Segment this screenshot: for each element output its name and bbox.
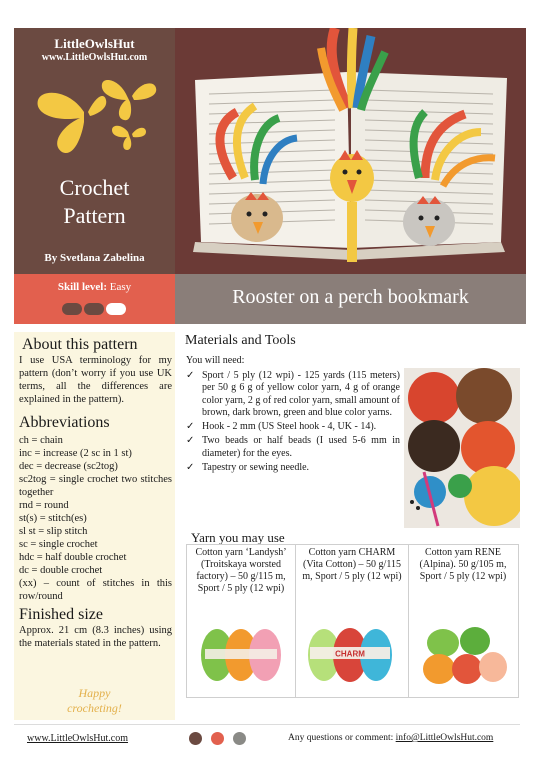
footer-divider [14, 724, 520, 725]
closing-note [14, 686, 175, 716]
footer-dot [189, 732, 202, 745]
checkmark-icon: ✓ [186, 370, 195, 381]
closing-line-2: crocheting! [67, 701, 122, 715]
abbreviation-item: rnd = round [19, 500, 69, 511]
footer-website-link[interactable]: www.LittleOwlsHut.com [27, 733, 129, 744]
title-bar [175, 274, 526, 324]
yarn-option [296, 545, 409, 697]
footer-dot [211, 732, 224, 745]
about-text: I use USA terminology for my pattern (don’t worry if you use UK terms, all the differences are explained in the pattern). [19, 355, 172, 405]
abbreviation-item: dc = double crochet [19, 565, 103, 576]
material-item [186, 435, 400, 460]
abbreviation-item: ch = chain [19, 435, 63, 446]
abbreviation-item: sc = single crochet [19, 539, 98, 550]
finished-size-text: Approx. 21 cm (8.3 inches) using the materials stated in the pattern. [19, 625, 172, 649]
material-text: Tapestry or sewing needle. [202, 462, 310, 474]
yarn-option-text: Cotton yarn RENE (Alpina). 50 g/105 m, Sport / 5 ply (12 wpi) [419, 547, 507, 582]
checkmark-icon: ✓ [186, 421, 195, 433]
abbreviation-item: dec = decrease (sc2tog) [19, 461, 118, 472]
brand-name: LittleOwlsHut [54, 36, 135, 51]
material-text: Two beads or half beads (I used 5-6 mm in diameter) for the eyes. [202, 435, 400, 459]
yarn-option-text: Cotton yarn CHARM (Vita Cotton) – 50 g/115 m, Sport / 5 ply (12 wpi) [302, 547, 402, 582]
skill-bar [14, 274, 175, 324]
checkmark-icon: ✓ [186, 462, 195, 474]
yarn-option-photo [417, 619, 509, 689]
yarn-option [187, 545, 296, 697]
yarn-balls-photo [404, 368, 520, 528]
pattern-title: Rooster on a perch bookmark [232, 286, 469, 308]
butterfly-icon [32, 70, 162, 165]
skill-level-value: Easy [109, 281, 132, 293]
brand-panel [14, 28, 175, 274]
checkmark-icon: ✓ [186, 435, 195, 447]
yarn-option-photo [304, 619, 396, 689]
yarn-options [186, 544, 519, 698]
skill-pill-filled [62, 303, 82, 315]
contact-email-link[interactable]: info@LittleOwlsHut.com [395, 733, 494, 743]
skill-pill-empty [106, 303, 126, 315]
hero-photo [175, 28, 526, 274]
material-text: Sport / 5 ply (12 wpi) - 125 yards (115 meters) per 50 g 6 g of yellow color yarn, 4 g of orange color yarn, 2 g of red color yarn, small amount of brown, dark brown, green and blue color yarns. [202, 370, 400, 418]
doc-type-line-1: Crochet [59, 175, 130, 200]
abbreviation-item: st(s) = stitch(es) [19, 513, 87, 524]
materials-list [186, 370, 400, 476]
document-type [14, 174, 175, 230]
footer-contact [288, 733, 493, 743]
yarn-ball-label: CHARM [335, 649, 365, 659]
closing-line-1: Happy [78, 686, 111, 700]
skill-pill-filled [84, 303, 104, 315]
yarn-option [409, 545, 517, 697]
abbreviation-item: (xx) – count of stitches in this row/round [19, 578, 172, 602]
contact-label: Any questions or comment: [288, 733, 394, 743]
yarn-option-text: Cotton yarn ‘Landysh’ (Troitskaya worsted factory) – 50 g/115 m, Sport / 5 ply (12 wpi) [195, 547, 287, 594]
abbreviations-heading: Abbreviations [19, 414, 110, 431]
finished-size-heading: Finished size [19, 606, 103, 623]
footer-dot [233, 732, 246, 745]
rooster-bookmark-photo [175, 28, 526, 274]
skill-level-label: Skill level: [57, 281, 108, 293]
brand-url: www.LittleOwlsHut.com [41, 52, 148, 63]
abbreviations-list [19, 434, 172, 603]
material-item [186, 421, 400, 433]
abbreviation-item: hdc = half double crochet [19, 552, 127, 563]
materials-photo [404, 368, 520, 528]
materials-intro: You will need: [186, 355, 245, 366]
yarn-heading: Yarn you may use [191, 530, 285, 545]
yarn-option-photo [195, 619, 287, 689]
material-item [186, 462, 400, 474]
abbreviation-item: inc = increase (2 sc in 1 st) [19, 448, 132, 459]
author: By Svetlana Zabelina [44, 252, 145, 264]
material-item [186, 370, 400, 419]
skill-level [14, 281, 175, 293]
abbreviation-item: sc2tog = single crochet two stitches together [19, 474, 172, 498]
abbreviation-item: sl st = slip stitch [19, 526, 88, 537]
material-text: Hook - 2 mm (US Steel hook - 4, UK - 14). [202, 421, 377, 433]
sidebar [14, 332, 175, 720]
doc-type-line-2: Pattern [63, 203, 126, 228]
about-heading: About this pattern [22, 336, 138, 353]
materials-heading: Materials and Tools [185, 333, 296, 348]
